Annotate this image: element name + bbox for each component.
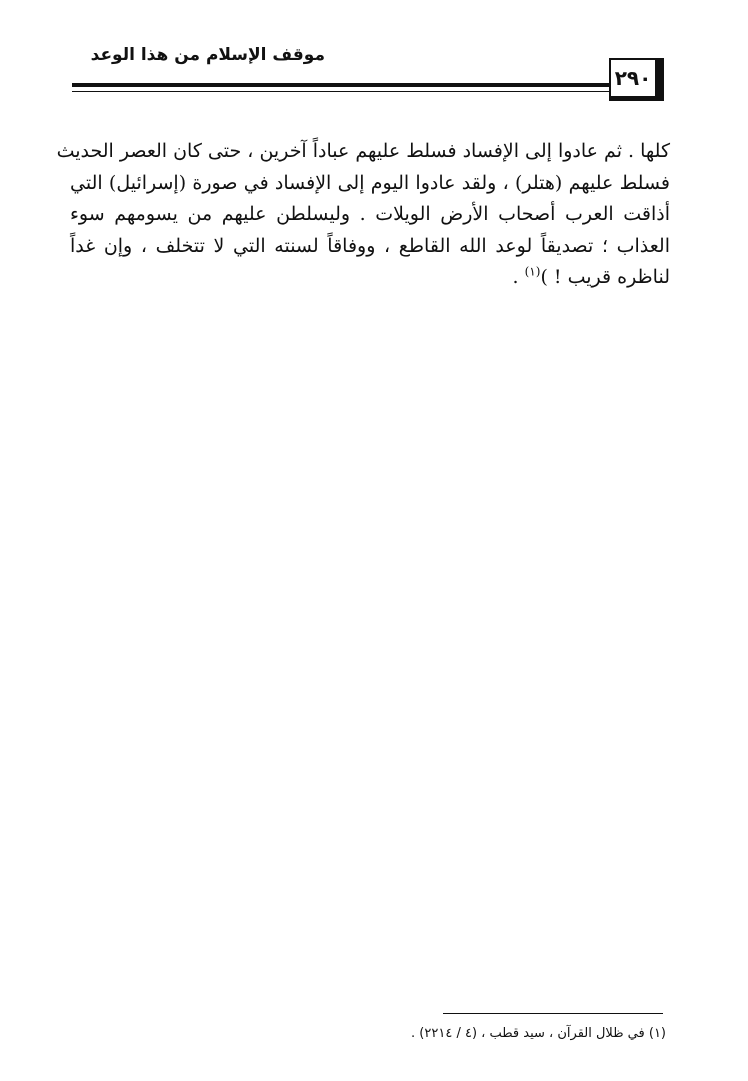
body-line-5-text: لناظره قريب ! ) bbox=[540, 266, 670, 289]
footnote-text: (١) في ظلال القرآن ، سيد قطب ، (٤ / ٢٢١٤) . bbox=[411, 1026, 666, 1041]
body-line-3: أذاقت العرب أصحاب الأرض الويلات . وليسلطن عليهم من يسومهم سوء bbox=[70, 203, 670, 226]
footnote-rule bbox=[443, 1013, 663, 1014]
page-number-box bbox=[609, 58, 664, 101]
body-line-4: العذاب ؛ تصديقاً لوعد الله القاطع ، ووفاقاً لسنته التي لا تتخلف ، وإن غداً bbox=[70, 234, 670, 257]
body-line-5 bbox=[70, 262, 670, 294]
header-rule-thick bbox=[72, 83, 610, 87]
footnote-reference: (١) bbox=[524, 265, 541, 280]
final-punctuation: . bbox=[512, 266, 519, 289]
body-line-2: فسلط عليهم (هتلر) ، ولقد عادوا اليوم إلى الإفساد في صورة (إسرائيل) التي bbox=[70, 171, 670, 194]
body-text bbox=[56, 136, 670, 294]
body-line-1: كلها . ثم عادوا إلى الإفساد فسلط عليهم عباداً آخرين ، حتى كان العصر الحديث bbox=[56, 140, 670, 162]
running-header-title: موقف الإسلام من هذا الوعد bbox=[90, 45, 325, 65]
header-rule-thin bbox=[72, 91, 610, 92]
page-number: ٢٩٠ bbox=[614, 66, 652, 90]
